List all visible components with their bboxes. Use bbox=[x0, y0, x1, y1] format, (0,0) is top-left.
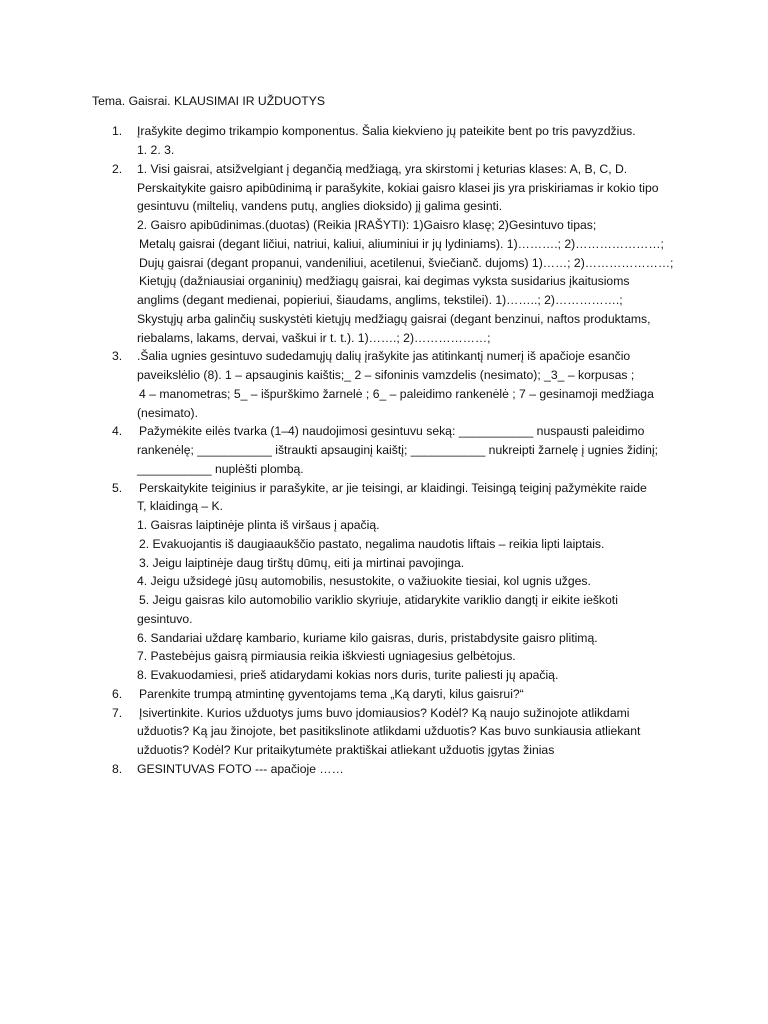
q5-statement-2: 2. Evakuojantis iš daugiaaukščio pastato, negalima naudotis liftais – reikia lipti laiptais. bbox=[139, 537, 605, 551]
q7-line-1: Įsivertinkite. Kurios užduotys jums buvo įdomiausios? Kodėl? Ką naujo sužinojote atlikdami bbox=[139, 706, 630, 720]
q7-line-2: užduotis? Ką jau žinojote, bet pasitikslinote atlikdami užduotis? Kas buvo sunkiausia atliekant bbox=[137, 724, 641, 738]
q2-solid-fires-2: anglims (degant medienai, popieriui, šiaudams, anglims, tekstilei). 1)……..; 2)…………….; bbox=[137, 293, 623, 307]
q4-line-2: rankenėlę; ___________ ištraukti apsauginį kaištį; ___________ nukreipti žarnelę į ugnies židinį; bbox=[137, 443, 659, 457]
page-title: Tema. Gaisrai. KLAUSIMAI IR UŽDUOTYS bbox=[92, 94, 325, 108]
q5-statement-7: 7. Pastebėjus gaisrą pirmiausia reikia iškviesti ugniagesius gelbėtojus. bbox=[137, 649, 516, 663]
q4-number: 4. bbox=[112, 424, 123, 438]
q5-statement-4: 4. Jeigu užsidegė jūsų automobilis, nesustokite, o važiuokite tiesiai, kol ugnis užges. bbox=[137, 574, 591, 588]
q4-line-3: ___________ nuplėšti plombą. bbox=[137, 462, 304, 476]
q6-number: 6. bbox=[112, 687, 123, 701]
q8-text: GESINTUVAS FOTO --- apačioje …… bbox=[137, 762, 344, 776]
q8-number: 8. bbox=[112, 762, 123, 776]
q1-number: 1. bbox=[112, 124, 123, 138]
q2-metal-fires: Metalų gaisrai (degant ličiui, natriui, kaliui, aliuminiui ir jų lydiniams). 1)……….; 2)…………………; bbox=[139, 237, 664, 251]
q5-statement-3: 3. Jeigu laiptinėje daug tirštų dūmų, eiti ja mirtinai pavojinga. bbox=[139, 556, 465, 570]
q5-statement-1: 1. Gaisras laiptinėje plinta iš viršaus į apačią. bbox=[137, 518, 380, 532]
q1-subline: 1. 2. 3. bbox=[137, 143, 175, 157]
q2-line-4: 2. Gaisro apibūdinimas.(duotas) (Reikia ĮRAŠYTI): 1)Gaisro klasę; 2)Gesintuvo tipas; bbox=[137, 218, 597, 232]
q5-number: 5. bbox=[112, 481, 123, 495]
q4-line-1: Pažymėkite eilės tvarka (1–4) naudojimosi gesintuvu seką: ___________ nuspausti paleidimo bbox=[139, 424, 645, 438]
q3-line-2: paveikslėlio (8). 1 – apsauginis kaištis;_ 2 – sifoninis vamzdelis (nesimato); _3_ – korpusas ; bbox=[137, 368, 635, 382]
q2-gas-fires: Dujų gaisrai (degant propanui, vandeniliui, acetilenui, šviečianč. dujoms) 1)……; 2)…………………; bbox=[139, 256, 674, 270]
q6-text: Parenkite trumpą atmintinę gyventojams tema „Ką daryti, kilus gaisrui?“ bbox=[139, 687, 524, 701]
q2-liquid-fires-1: Skystųjų arba galinčių suskystėti kietųjų medžiagų gaisrai (degant benzinui, naftos produktams, bbox=[137, 312, 651, 326]
q7-number: 7. bbox=[112, 706, 123, 720]
q3-line-4: (nesimato). bbox=[137, 406, 198, 420]
q1-text: Įrašykite degimo trikampio komponentus. Šalia kiekvieno jų pateikite bent po tris pavyzdžius. bbox=[137, 124, 636, 138]
q2-line-2: Perskaitykite gaisro apibūdinimą ir parašykite, kokiai gaisro klasei jis yra priskiriamas ir kokio tipo bbox=[137, 181, 659, 195]
q5-line-2: T, klaidingą – K. bbox=[137, 499, 224, 513]
q5-statement-6: 6. Sandariai uždarę kambario, kuriame kilo gaisras, duris, pristabdysite gaisro plitimą. bbox=[137, 631, 598, 645]
q3-number: 3. bbox=[112, 349, 123, 363]
q5-statement-5: 5. Jeigu gaisras kilo automobilio variklio skyriuje, atidarykite variklio dangtį ir eikite ieškoti bbox=[139, 593, 618, 607]
q5-statement-8: 8. Evakuodamiesi, prieš atidarydami kokias nors duris, turite paliesti jų apačią. bbox=[137, 668, 559, 682]
q2-number: 2. bbox=[112, 162, 123, 176]
q5-line-1: Perskaitykite teiginius ir parašykite, ar jie teisingi, ar klaidingi. Teisingą teiginį pažymėkite raide bbox=[139, 481, 647, 495]
q7-line-3: užduotis? Kodėl? Kur pritaikytumėte praktiškai atliekant užduotis įgytas žinias bbox=[137, 743, 555, 757]
q2-line-1: 1. Visi gaisrai, atsižvelgiant į degančią medžiagą, yra skirstomi į keturias klases: A, B, C, D. bbox=[137, 162, 628, 176]
q3-line-1: .Šalia ugnies gesintuvo sudedamųjų dalių įrašykite jas atitinkantį numerį iš apačioje esančio bbox=[137, 349, 631, 363]
q2-solid-fires-1: Kietųjų (dažniausiai organinių) medžiagų gaisrai, kai degimas vyksta susidarius įkaitusioms bbox=[139, 274, 630, 288]
q5-statement-5-cont: gesintuvo. bbox=[137, 612, 193, 626]
q2-liquid-fires-2: riebalams, lakams, dervai, vaškui ir t. t.). 1)…….; 2)………………; bbox=[137, 331, 491, 345]
q2-line-3: gesintuvu (miltelių, vandens putų, anglies dioksido) jį galima gesinti. bbox=[137, 199, 503, 213]
q3-line-3: 4 – manometras; 5_ – išpurškimo žarnelė ; 6_ – paleidimo rankenėlė ; 7 – gesinamoji medžiaga bbox=[139, 387, 654, 401]
